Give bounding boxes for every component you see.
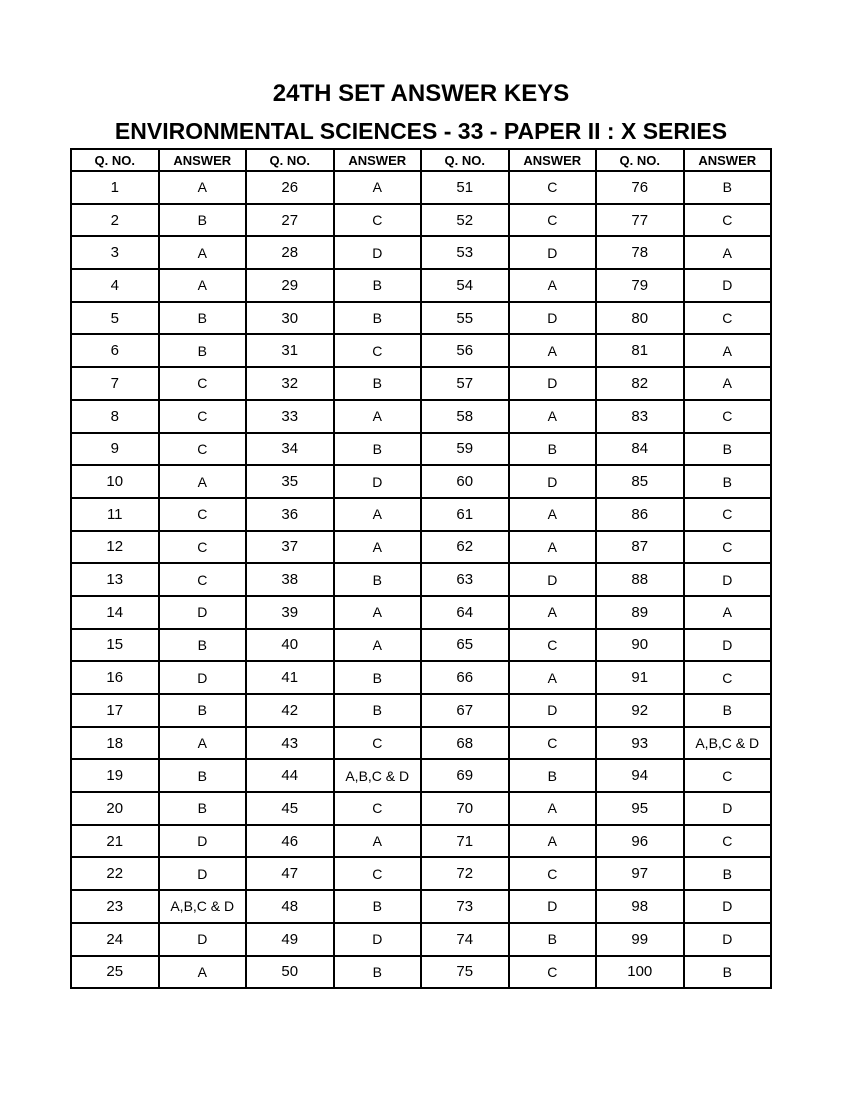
table-row xyxy=(71,629,771,662)
answer-cell: D xyxy=(159,825,247,858)
question-number-cell: 25 xyxy=(71,956,159,989)
question-number-cell: 27 xyxy=(246,204,334,237)
answer-cell: B xyxy=(509,433,597,466)
table-header-row xyxy=(71,149,771,171)
answer-cell: B xyxy=(159,334,247,367)
table-row xyxy=(71,956,771,989)
question-number-cell: 21 xyxy=(71,825,159,858)
answer-cell: D xyxy=(684,563,772,596)
answer-cell: C xyxy=(684,400,772,433)
answer-cell: C xyxy=(159,498,247,531)
answer-cell: A xyxy=(334,596,422,629)
answer-cell: A xyxy=(334,171,422,204)
question-number-cell: 60 xyxy=(421,465,509,498)
question-number-cell: 61 xyxy=(421,498,509,531)
question-number-cell: 98 xyxy=(596,890,684,923)
answer-cell: D xyxy=(334,923,422,956)
question-number-cell: 54 xyxy=(421,269,509,302)
answer-cell: C xyxy=(684,661,772,694)
answer-cell: B xyxy=(684,857,772,890)
answer-cell: A xyxy=(334,498,422,531)
question-number-cell: 90 xyxy=(596,629,684,662)
answer-cell: B xyxy=(334,433,422,466)
answer-cell: B xyxy=(684,433,772,466)
question-number-cell: 100 xyxy=(596,956,684,989)
table-row xyxy=(71,367,771,400)
answer-cell: B xyxy=(509,759,597,792)
answer-cell: D xyxy=(684,629,772,662)
answer-cell: C xyxy=(684,825,772,858)
answer-cell: D xyxy=(509,465,597,498)
question-number-cell: 84 xyxy=(596,433,684,466)
answer-cell: A xyxy=(334,531,422,564)
answer-cell: B xyxy=(159,759,247,792)
question-number-cell: 46 xyxy=(246,825,334,858)
answer-cell: B xyxy=(159,792,247,825)
question-number-cell: 15 xyxy=(71,629,159,662)
question-number-cell: 77 xyxy=(596,204,684,237)
question-number-cell: 51 xyxy=(421,171,509,204)
answer-cell: B xyxy=(334,890,422,923)
page-title: 24TH SET ANSWER KEYS xyxy=(272,80,570,107)
answer-cell: D xyxy=(509,890,597,923)
table-row xyxy=(71,759,771,792)
question-number-cell: 99 xyxy=(596,923,684,956)
question-number-cell: 58 xyxy=(421,400,509,433)
answer-cell: C xyxy=(334,204,422,237)
question-number-cell: 37 xyxy=(246,531,334,564)
column-header-qno: Q. NO. xyxy=(421,149,509,171)
question-number-cell: 43 xyxy=(246,727,334,760)
question-number-cell: 52 xyxy=(421,204,509,237)
question-number-cell: 89 xyxy=(596,596,684,629)
answer-cell: A xyxy=(159,465,247,498)
question-number-cell: 35 xyxy=(246,465,334,498)
question-number-cell: 24 xyxy=(71,923,159,956)
question-number-cell: 67 xyxy=(421,694,509,727)
question-number-cell: 40 xyxy=(246,629,334,662)
question-number-cell: 2 xyxy=(71,204,159,237)
answer-cell: A xyxy=(509,531,597,564)
question-number-cell: 30 xyxy=(246,302,334,335)
answer-cell: D xyxy=(159,661,247,694)
answer-cell: C xyxy=(159,531,247,564)
question-number-cell: 65 xyxy=(421,629,509,662)
answer-cell: D xyxy=(159,857,247,890)
answer-cell: D xyxy=(509,236,597,269)
answer-cell: D xyxy=(509,367,597,400)
answer-cell: B xyxy=(159,629,247,662)
answer-cell: D xyxy=(509,694,597,727)
answer-cell: C xyxy=(509,629,597,662)
question-number-cell: 14 xyxy=(71,596,159,629)
answer-cell: B xyxy=(684,171,772,204)
answer-cell: C xyxy=(334,792,422,825)
question-number-cell: 72 xyxy=(421,857,509,890)
question-number-cell: 70 xyxy=(421,792,509,825)
answer-cell: A xyxy=(684,596,772,629)
answer-cell: D xyxy=(509,563,597,596)
table-row xyxy=(71,171,771,204)
question-number-cell: 7 xyxy=(71,367,159,400)
answer-cell: B xyxy=(684,694,772,727)
question-number-cell: 19 xyxy=(71,759,159,792)
table-row xyxy=(71,596,771,629)
question-number-cell: 53 xyxy=(421,236,509,269)
table-row xyxy=(71,661,771,694)
table-row xyxy=(71,825,771,858)
answer-cell: A xyxy=(159,236,247,269)
answer-cell: C xyxy=(509,857,597,890)
question-number-cell: 36 xyxy=(246,498,334,531)
answer-cell: A xyxy=(509,400,597,433)
answer-cell: A,B,C & D xyxy=(159,890,247,923)
answer-cell: A xyxy=(509,334,597,367)
question-number-cell: 29 xyxy=(246,269,334,302)
column-header-qno: Q. NO. xyxy=(71,149,159,171)
question-number-cell: 10 xyxy=(71,465,159,498)
answer-cell: C xyxy=(684,204,772,237)
answer-cell: A xyxy=(509,498,597,531)
answer-cell: A xyxy=(334,825,422,858)
question-number-cell: 63 xyxy=(421,563,509,596)
question-number-cell: 1 xyxy=(71,171,159,204)
column-header-qno: Q. NO. xyxy=(246,149,334,171)
question-number-cell: 69 xyxy=(421,759,509,792)
question-number-cell: 71 xyxy=(421,825,509,858)
question-number-cell: 74 xyxy=(421,923,509,956)
answer-cell: A xyxy=(509,661,597,694)
question-number-cell: 4 xyxy=(71,269,159,302)
question-number-cell: 82 xyxy=(596,367,684,400)
table-row xyxy=(71,531,771,564)
table-row xyxy=(71,334,771,367)
question-number-cell: 44 xyxy=(246,759,334,792)
table-row xyxy=(71,433,771,466)
question-number-cell: 38 xyxy=(246,563,334,596)
table-row xyxy=(71,857,771,890)
answer-cell: A xyxy=(509,596,597,629)
question-number-cell: 28 xyxy=(246,236,334,269)
answer-cell: C xyxy=(684,759,772,792)
answer-cell: A xyxy=(159,171,247,204)
answer-cell: C xyxy=(334,334,422,367)
question-number-cell: 75 xyxy=(421,956,509,989)
answer-cell: A xyxy=(159,727,247,760)
table-row xyxy=(71,792,771,825)
answer-cell: C xyxy=(509,956,597,989)
question-number-cell: 92 xyxy=(596,694,684,727)
question-number-cell: 3 xyxy=(71,236,159,269)
answer-cell: D xyxy=(684,792,772,825)
table-row xyxy=(71,400,771,433)
answer-cell: D xyxy=(509,302,597,335)
answer-cell: B xyxy=(334,694,422,727)
answer-cell: A xyxy=(684,236,772,269)
answer-cell: C xyxy=(509,727,597,760)
question-number-cell: 55 xyxy=(421,302,509,335)
answer-cell: D xyxy=(159,923,247,956)
question-number-cell: 31 xyxy=(246,334,334,367)
answer-cell: D xyxy=(334,465,422,498)
question-number-cell: 26 xyxy=(246,171,334,204)
answer-cell: B xyxy=(334,956,422,989)
answer-cell: B xyxy=(684,465,772,498)
answer-cell: B xyxy=(334,269,422,302)
answer-cell: C xyxy=(509,204,597,237)
question-number-cell: 88 xyxy=(596,563,684,596)
question-number-cell: 39 xyxy=(246,596,334,629)
table-row xyxy=(71,694,771,727)
table-row xyxy=(71,204,771,237)
answer-cell: B xyxy=(334,302,422,335)
question-number-cell: 16 xyxy=(71,661,159,694)
question-number-cell: 22 xyxy=(71,857,159,890)
table-row xyxy=(71,498,771,531)
table-row xyxy=(71,302,771,335)
question-number-cell: 78 xyxy=(596,236,684,269)
answer-cell: A xyxy=(684,367,772,400)
question-number-cell: 79 xyxy=(596,269,684,302)
answer-cell: C xyxy=(684,302,772,335)
question-number-cell: 93 xyxy=(596,727,684,760)
column-header-answer: ANSWER xyxy=(334,149,422,171)
answer-cell: A xyxy=(509,269,597,302)
answer-cell: C xyxy=(159,433,247,466)
question-number-cell: 45 xyxy=(246,792,334,825)
table-row xyxy=(71,890,771,923)
page-subtitle: ENVIRONMENTAL SCIENCES - 33 - PAPER II : X SERIES xyxy=(114,118,728,144)
table-row xyxy=(71,269,771,302)
column-header-answer: ANSWER xyxy=(509,149,597,171)
question-number-cell: 91 xyxy=(596,661,684,694)
question-number-cell: 87 xyxy=(596,531,684,564)
answer-cell: D xyxy=(684,269,772,302)
question-number-cell: 85 xyxy=(596,465,684,498)
question-number-cell: 83 xyxy=(596,400,684,433)
question-number-cell: 94 xyxy=(596,759,684,792)
question-number-cell: 20 xyxy=(71,792,159,825)
answer-cell: C xyxy=(159,563,247,596)
question-number-cell: 95 xyxy=(596,792,684,825)
answer-cell: B xyxy=(159,204,247,237)
question-number-cell: 49 xyxy=(246,923,334,956)
answer-cell: C xyxy=(159,367,247,400)
question-number-cell: 32 xyxy=(246,367,334,400)
table-row xyxy=(71,563,771,596)
answer-cell: A xyxy=(334,400,422,433)
answer-cell: C xyxy=(159,400,247,433)
question-number-cell: 11 xyxy=(71,498,159,531)
answer-cell: C xyxy=(334,727,422,760)
question-number-cell: 9 xyxy=(71,433,159,466)
answer-cell: D xyxy=(684,923,772,956)
answer-cell: C xyxy=(684,498,772,531)
question-number-cell: 8 xyxy=(71,400,159,433)
answer-cell: A xyxy=(509,792,597,825)
answer-cell: A,B,C & D xyxy=(684,727,772,760)
question-number-cell: 86 xyxy=(596,498,684,531)
answer-cell: A xyxy=(334,629,422,662)
table-row xyxy=(71,236,771,269)
answer-cell: D xyxy=(159,596,247,629)
question-number-cell: 13 xyxy=(71,563,159,596)
column-header-qno: Q. NO. xyxy=(596,149,684,171)
answer-cell: A xyxy=(159,269,247,302)
question-number-cell: 56 xyxy=(421,334,509,367)
answer-cell: B xyxy=(159,694,247,727)
question-number-cell: 73 xyxy=(421,890,509,923)
question-number-cell: 18 xyxy=(71,727,159,760)
question-number-cell: 62 xyxy=(421,531,509,564)
question-number-cell: 66 xyxy=(421,661,509,694)
answer-cell: D xyxy=(334,236,422,269)
answer-cell: A xyxy=(159,956,247,989)
question-number-cell: 42 xyxy=(246,694,334,727)
question-number-cell: 57 xyxy=(421,367,509,400)
question-number-cell: 6 xyxy=(71,334,159,367)
question-number-cell: 47 xyxy=(246,857,334,890)
question-number-cell: 33 xyxy=(246,400,334,433)
question-number-cell: 81 xyxy=(596,334,684,367)
table-body xyxy=(71,171,771,988)
question-number-cell: 17 xyxy=(71,694,159,727)
table-row xyxy=(71,923,771,956)
answer-cell: B xyxy=(509,923,597,956)
answer-cell: C xyxy=(334,857,422,890)
column-header-answer: ANSWER xyxy=(159,149,247,171)
answer-cell: B xyxy=(334,563,422,596)
question-number-cell: 59 xyxy=(421,433,509,466)
table-row xyxy=(71,465,771,498)
answer-cell: A,B,C & D xyxy=(334,759,422,792)
question-number-cell: 50 xyxy=(246,956,334,989)
question-number-cell: 68 xyxy=(421,727,509,760)
question-number-cell: 34 xyxy=(246,433,334,466)
question-number-cell: 48 xyxy=(246,890,334,923)
answer-cell: C xyxy=(509,171,597,204)
question-number-cell: 12 xyxy=(71,531,159,564)
question-number-cell: 64 xyxy=(421,596,509,629)
answer-cell: B xyxy=(334,367,422,400)
question-number-cell: 97 xyxy=(596,857,684,890)
column-header-answer: ANSWER xyxy=(684,149,772,171)
question-number-cell: 41 xyxy=(246,661,334,694)
answer-cell: D xyxy=(684,890,772,923)
answer-cell: B xyxy=(334,661,422,694)
answer-cell: B xyxy=(684,956,772,989)
question-number-cell: 96 xyxy=(596,825,684,858)
answer-cell: A xyxy=(509,825,597,858)
table-row xyxy=(71,727,771,760)
question-number-cell: 23 xyxy=(71,890,159,923)
question-number-cell: 5 xyxy=(71,302,159,335)
question-number-cell: 76 xyxy=(596,171,684,204)
answer-cell: A xyxy=(684,334,772,367)
answer-key-table xyxy=(70,148,772,989)
question-number-cell: 80 xyxy=(596,302,684,335)
answer-cell: C xyxy=(684,531,772,564)
answer-cell: B xyxy=(159,302,247,335)
